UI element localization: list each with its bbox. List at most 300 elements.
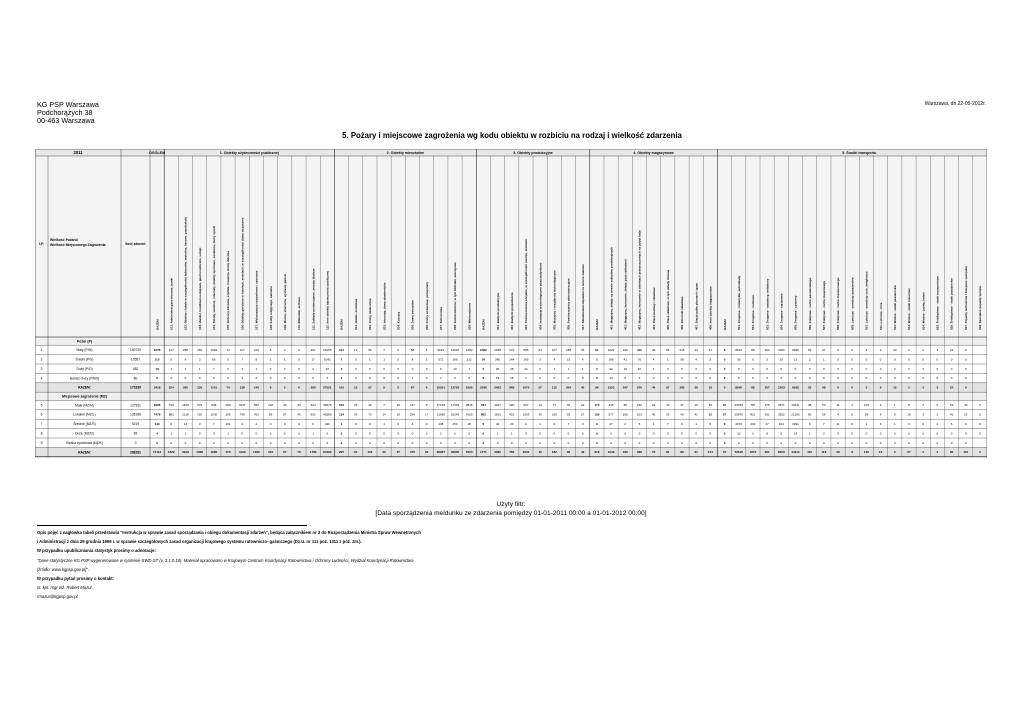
data-cell: 0 <box>198 376 201 381</box>
footer-notes <box>37 528 977 602</box>
data-cell: 1 <box>383 421 385 426</box>
data-cell: 22 <box>949 385 954 390</box>
data-cell: 0 <box>695 366 698 371</box>
data-cell: 14 <box>524 366 528 371</box>
data-cell: 0 <box>326 440 329 445</box>
data-cell: 4160 <box>465 412 473 417</box>
data-cell: 1 <box>369 357 371 362</box>
footer-note-5: [źródło: www.kgpsp.gov.pl]". <box>37 566 89 572</box>
data-cell: 4 <box>652 357 655 362</box>
data-cell: 1810 <box>182 403 189 408</box>
data-cell: 17 <box>424 412 429 417</box>
data-cell: 23 <box>510 421 514 426</box>
data-cell: 0 <box>652 440 655 445</box>
data-cell: 19 <box>779 357 783 362</box>
row-name: Duże (MZ/D) <box>75 431 94 436</box>
data-cell: 0 <box>964 366 967 371</box>
data-cell: 0 <box>482 376 485 381</box>
data-cell: 7479 <box>153 412 161 417</box>
data-cell: 0 <box>298 357 300 362</box>
data-cell: 1783 <box>309 450 317 455</box>
data-cell: 8 <box>851 450 854 455</box>
data-cell: 0 <box>893 412 896 417</box>
data-cell: 0 <box>241 440 244 445</box>
data-cell: 66 <box>212 357 216 362</box>
row-name: RAZEM: <box>78 450 91 455</box>
data-cell: 0 <box>780 376 783 381</box>
data-cell: 0 <box>837 347 839 352</box>
data-cell: 0 <box>581 440 584 445</box>
data-cell: 0 <box>170 440 173 445</box>
wielkosc-header-line2: Wielkość Miejscowego Zagrożenia <box>50 243 106 247</box>
data-cell: 9 <box>383 385 385 390</box>
data-cell: 131 <box>339 347 345 352</box>
data-cell: 8 <box>908 403 910 408</box>
data-cell: 2418 <box>153 385 161 390</box>
data-cell: 12597 <box>450 347 460 352</box>
data-cell: 216 <box>679 347 685 352</box>
data-cell: 0 <box>851 347 854 352</box>
column-header: 510. Lotnicze - samoloty inne, śmigłowce <box>864 271 869 330</box>
data-cell: 0 <box>922 440 924 445</box>
data-cell: 0 <box>369 366 371 371</box>
data-cell: 2453 <box>494 385 501 390</box>
data-cell: 0 <box>964 431 967 436</box>
data-cell: 1622 <box>167 450 175 455</box>
data-cell: 0 <box>837 376 839 381</box>
data-cell: 4 <box>326 376 329 381</box>
data-cell: 264 <box>750 421 756 426</box>
data-cell: 19441 <box>791 403 800 408</box>
column-header: 517. Pojazdy techniczne i kolejowe specjalne <box>963 265 968 330</box>
data-cell: 2 <box>808 357 811 362</box>
data-cell: 12 <box>354 347 358 352</box>
data-cell: 5 <box>709 421 712 426</box>
data-cell: 45 <box>651 412 656 417</box>
data-cell: 6 <box>454 431 456 436</box>
footer-note-2: i Administracji z dnia 29 grudnia 1999 r. w sprawie szczegółowych zasad organizacji krajowego systemu ratowniczo- gaśniczego (Dz.U. nr 111 poz. 1311 z póź. zm.). <box>37 539 362 545</box>
data-cell: 144 <box>509 357 515 362</box>
data-cell: 8 <box>411 357 414 362</box>
data-cell: 0 <box>184 376 187 381</box>
column-header: 302. Budynki gospodarcze <box>509 292 514 330</box>
data-cell: 0 <box>723 421 726 426</box>
data-cell: 182 <box>551 450 557 455</box>
data-cell: 12793 <box>450 385 460 390</box>
data-cell: 6253 <box>777 450 785 455</box>
data-cell: 27 <box>722 412 727 417</box>
lp-header: LP. <box>39 241 44 246</box>
data-cell: 14 <box>382 412 386 417</box>
column-header: 202. Domy studenckie <box>368 298 373 330</box>
data-cell: 34 <box>297 403 301 408</box>
data-cell: 53 <box>822 403 826 408</box>
column-header: 209. Wielorodzinne <box>467 302 472 330</box>
data-cell: 7 <box>241 357 244 362</box>
data-cell: 0 <box>567 440 570 445</box>
data-cell: 607 <box>523 403 529 408</box>
data-cell: 57 <box>666 385 670 390</box>
section-row-bg <box>35 337 987 345</box>
data-cell: 7 <box>340 357 343 362</box>
data-cell: 6 <box>624 376 627 381</box>
data-cell: 0 <box>269 421 272 426</box>
data-cell: 0 <box>879 366 882 371</box>
data-cell: 9486 <box>153 403 161 408</box>
data-cell: 0 <box>922 421 924 426</box>
data-cell: 18 <box>396 412 400 417</box>
data-cell: 0 <box>383 376 385 381</box>
data-cell: 0 <box>482 366 485 371</box>
data-cell: 37 <box>396 450 400 455</box>
data-cell: 37 <box>680 403 684 408</box>
data-cell: 33 <box>566 403 571 408</box>
data-cell: 29 <box>864 412 869 417</box>
data-cell: 4190 <box>238 450 246 455</box>
data-cell: 1 <box>269 357 272 362</box>
data-cell: 0 <box>170 376 173 381</box>
data-cell: 10 <box>453 366 457 371</box>
data-cell: 26455 <box>323 347 332 352</box>
data-cell: 62 <box>949 450 954 455</box>
data-cell: 821 <box>750 412 756 417</box>
data-cell: 0 <box>425 431 428 436</box>
footer-note-3: W przypadku upubliczniania statystyk prosimy o adnotacje: <box>37 548 156 554</box>
data-cell: 21265 <box>791 412 800 417</box>
data-cell: 0 <box>340 431 343 436</box>
footer-contact-name: st. kpt. mgr inż. Robert Mazur, <box>37 585 93 591</box>
row-total: 135186 <box>129 412 142 417</box>
data-cell: 0 <box>553 440 556 445</box>
data-cell: 0 <box>539 440 541 445</box>
data-cell: 4 <box>695 357 698 362</box>
data-cell: 5 <box>482 421 485 426</box>
data-cell: 8640 <box>735 385 743 390</box>
statistics-table <box>35 149 987 491</box>
data-cell: 1 <box>808 431 811 436</box>
data-cell: 186 <box>608 357 614 362</box>
data-cell: 0 <box>879 376 882 381</box>
data-cell: 280 <box>310 385 316 390</box>
data-cell: 0 <box>227 366 229 371</box>
data-cell: 0 <box>922 366 924 371</box>
data-cell: 0 <box>808 440 811 445</box>
data-cell: 0 <box>610 440 612 445</box>
data-cell: 3252 <box>777 412 785 417</box>
data-cell: 207 <box>764 385 770 390</box>
data-cell: 1033 <box>522 412 530 417</box>
data-cell: 2 <box>397 385 400 390</box>
data-cell: 0 <box>851 421 854 426</box>
data-cell: 45 <box>495 366 500 371</box>
row-total: 482 <box>132 366 139 371</box>
data-cell: 0 <box>425 421 428 426</box>
data-cell: 99 <box>268 412 273 417</box>
data-cell: 5 <box>681 366 683 371</box>
data-cell: 53 <box>964 412 968 417</box>
data-cell: 261 <box>310 347 316 352</box>
data-cell: 1985 <box>210 450 218 455</box>
data-cell: 18 <box>467 421 471 426</box>
data-cell: 0 <box>752 376 754 381</box>
data-cell: 2 <box>908 347 910 352</box>
report-title: 5. Pożary i miejscowe zagrożenia wg kodu obiektu w rozbiciu na rodzaj i wielkość zdarzenia <box>342 131 682 140</box>
data-cell: 26 <box>354 403 358 408</box>
data-cell: 0 <box>865 357 868 362</box>
column-header: RAZEM <box>155 319 160 330</box>
data-cell: 6 <box>439 366 442 371</box>
column-header: 403. Magazyny, hurtownie w obiektach przeznaczonych na pobyt ludzi <box>637 230 642 330</box>
data-cell: 0 <box>766 366 768 371</box>
data-cell: 58 <box>410 347 415 352</box>
data-cell: 1030 <box>210 412 218 417</box>
data-cell: 67 <box>410 385 415 390</box>
data-cell: 6 <box>298 385 300 390</box>
data-cell: 0 <box>823 376 825 381</box>
data-cell: 101 <box>963 450 969 455</box>
data-cell: 115 <box>807 450 813 455</box>
data-cell: 1 <box>340 421 343 426</box>
data-cell: 2 <box>397 347 400 352</box>
data-cell: 0 <box>482 440 485 445</box>
column-header: 515. Śródlądowe - statki transportowe <box>935 275 940 330</box>
data-cell: 20 <box>325 366 330 371</box>
data-cell: 1 <box>468 366 471 371</box>
data-cell: 0 <box>468 431 471 436</box>
data-cell: 27 <box>609 421 613 426</box>
data-cell: 275 <box>764 403 770 408</box>
data-cell: 107 <box>551 347 557 352</box>
ogolem-label: OGÓLEM <box>149 150 166 155</box>
data-cell: 0 <box>950 440 953 445</box>
data-cell: 1 <box>184 366 187 371</box>
data-cell: 0 <box>241 431 244 436</box>
data-cell: 0 <box>794 366 797 371</box>
data-cell: 0 <box>681 431 683 436</box>
data-cell: 7 <box>823 421 825 426</box>
data-cell: 0 <box>624 431 627 436</box>
row-lp: 1 <box>40 348 43 353</box>
column-header: 516. Śródlądowe - statki pasażerskie <box>949 277 954 330</box>
data-cell: 24 <box>694 347 698 352</box>
data-cell: 56 <box>666 347 670 352</box>
data-cell: 1237 <box>494 403 501 408</box>
data-cell: 116 <box>367 450 373 455</box>
data-cell: 297 <box>339 450 345 455</box>
column-header: 102. Obiekty i lokale w szczególności kulturalne, teatralne, kinowe, przedszkola <box>183 216 188 330</box>
data-cell: 0 <box>213 440 215 445</box>
data-cell: 572 <box>438 357 444 362</box>
data-cell: 948 <box>211 403 217 408</box>
column-header: RAZEM <box>722 319 727 330</box>
data-cell: 5 <box>425 347 428 352</box>
data-cell: 52 <box>354 450 358 455</box>
data-cell: 19 <box>708 385 713 390</box>
data-cell: 0 <box>255 440 258 445</box>
column-header: 406. Zbiorniki składowe <box>680 296 685 330</box>
data-cell: 0 <box>525 431 527 436</box>
data-cell: 91 <box>595 347 599 352</box>
data-cell: 1 <box>893 421 896 426</box>
column-header: 408. Inne obiekty magazynowe <box>708 286 713 330</box>
data-cell: 0 <box>851 440 854 445</box>
data-cell: 0 <box>808 366 811 371</box>
data-cell: 170 <box>594 403 600 408</box>
data-cell: 25976 <box>734 412 743 417</box>
group-header-5: 5. Środki transportu <box>842 150 877 155</box>
data-cell: 10 <box>722 403 727 408</box>
data-cell: 2278 <box>153 347 161 352</box>
data-cell: 488 <box>636 347 642 352</box>
data-cell: 0 <box>340 440 343 445</box>
data-cell: 47 <box>765 421 769 426</box>
column-header: 518. Specjalne pojazdy sprzętu <box>978 285 983 330</box>
data-cell: 101 <box>225 421 231 426</box>
column-header: 304. Instalacje technologiczne poza budynkami <box>538 262 543 330</box>
data-cell: 576 <box>636 385 642 390</box>
data-cell: 44 <box>651 385 656 390</box>
data-cell: 109 <box>551 412 557 417</box>
data-cell: 28 <box>510 366 514 371</box>
data-cell: 1 <box>865 421 868 426</box>
data-cell: 48 <box>807 403 812 408</box>
data-cell: 0 <box>837 366 839 371</box>
data-cell: 720 <box>197 412 203 417</box>
data-cell: 0 <box>354 357 357 362</box>
data-cell: 6 <box>808 421 811 426</box>
data-cell: 0 <box>425 376 428 381</box>
data-cell: 37 <box>722 450 727 455</box>
column-header: 405. Place składowe, w tym składy drzewa <box>666 269 671 330</box>
data-cell: 340 <box>495 357 501 362</box>
data-cell: 62 <box>666 450 670 455</box>
org-street: Podchorążych 38 <box>37 108 93 117</box>
data-cell: 18243 <box>450 412 460 417</box>
data-cell: 0 <box>908 357 910 362</box>
data-cell: 44114 <box>791 450 800 455</box>
data-cell: 0 <box>964 385 967 390</box>
data-cell: 27521 <box>323 385 332 390</box>
data-cell: 185 <box>225 412 231 417</box>
data-cell: 0 <box>666 366 669 371</box>
row-name: Średni (P/S) <box>75 357 94 362</box>
data-cell: 2048 <box>494 347 501 352</box>
row-total: 65 <box>133 431 138 436</box>
data-cell: 1075 <box>522 385 530 390</box>
data-cell: 17 <box>708 347 713 352</box>
data-cell: 1 <box>198 366 201 371</box>
data-cell: 6 <box>879 421 882 426</box>
data-cell: 253 <box>452 421 458 426</box>
data-cell: 0 <box>482 431 485 436</box>
row-name: Lokalne (MZ/L) <box>73 412 96 417</box>
data-cell: 140 <box>253 385 259 390</box>
data-cell: 368 <box>636 450 642 455</box>
data-cell: 1 <box>312 431 314 436</box>
data-cell: 1 <box>666 357 669 362</box>
data-cell: 9 <box>156 376 158 381</box>
data-cell: 2 <box>922 347 924 352</box>
data-cell: 45 <box>538 450 542 455</box>
data-cell: 0 <box>383 431 385 436</box>
data-cell: 0 <box>525 440 527 445</box>
data-cell: 0 <box>184 440 187 445</box>
data-cell: 0 <box>851 431 854 436</box>
data-cell: 0 <box>752 431 754 436</box>
data-cell: 0 <box>964 376 967 381</box>
data-cell: 0 <box>369 440 371 445</box>
data-cell: 190 <box>622 347 628 352</box>
data-cell: 0 <box>581 421 584 426</box>
data-cell: 1 <box>170 431 173 436</box>
column-header: 509. Lotnicze - samoloty pasażerskie <box>850 277 855 330</box>
data-cell: 97 <box>822 347 826 352</box>
data-cell: 88 <box>751 347 755 352</box>
data-cell: 0 <box>652 431 655 436</box>
column-header: 301. Budynki produkcyjne <box>495 292 500 330</box>
data-cell: 30 <box>666 403 670 408</box>
data-cell: 0 <box>539 431 541 436</box>
data-cell: 6 <box>170 357 173 362</box>
data-cell: 1 <box>553 366 556 371</box>
data-cell: 57 <box>538 385 542 390</box>
column-header: 205. Domy emerytów <box>410 300 415 330</box>
data-cell: 96 <box>595 385 599 390</box>
data-cell: 577 <box>608 412 614 417</box>
data-cell: 0 <box>369 431 371 436</box>
data-cell: 832 <box>310 412 316 417</box>
data-cell: 733 <box>168 403 174 408</box>
data-cell: 254 <box>409 412 415 417</box>
data-cell: 0 <box>908 366 910 371</box>
data-cell: 0 <box>354 376 357 381</box>
data-cell: 25 <box>666 412 670 417</box>
data-cell: 0 <box>752 366 754 371</box>
column-header: 503. Drogowe - autobusy, trolejbusy <box>765 278 770 330</box>
data-cell: 0 <box>851 385 854 390</box>
data-cell: 27 <box>581 412 585 417</box>
data-cell: 188 <box>622 450 628 455</box>
data-cell: 0 <box>737 366 740 371</box>
section-row-bg <box>35 392 987 400</box>
data-cell: 53 <box>807 347 812 352</box>
data-cell: 0 <box>723 347 726 352</box>
column-header: 105. Ochrony zdrowia, szpitale, hospicja, domy dziecka <box>226 251 231 330</box>
data-cell: 40 <box>964 403 968 408</box>
data-cell: 93 <box>566 450 571 455</box>
row-lp: 2 <box>40 357 43 362</box>
data-cell: 0 <box>638 440 641 445</box>
data-cell: 2 <box>936 412 939 417</box>
column-header: 512. Wodne - statki pasażerskie <box>892 285 897 330</box>
row-total: 80 <box>133 376 138 381</box>
data-cell: 14 <box>793 431 798 436</box>
data-cell: 0 <box>936 357 939 362</box>
row-total: 10557 <box>130 357 141 362</box>
data-cell: 1 <box>652 421 655 426</box>
footer-contact-email: rmazur@kgpsp.gov.pl. <box>37 594 79 600</box>
data-cell: 0 <box>227 376 229 381</box>
data-cell: 0 <box>851 357 854 362</box>
data-cell: 0 <box>283 431 286 436</box>
row-name: Mały (P/M) <box>76 348 93 353</box>
data-cell: 0 <box>539 376 541 381</box>
data-cell: 7 <box>383 403 385 408</box>
data-cell: 2 <box>908 385 910 390</box>
data-cell: 6 <box>851 412 854 417</box>
column-header: 501. Drogowe - motocykle, jednoślady <box>736 275 741 330</box>
data-cell: 0 <box>298 440 300 445</box>
